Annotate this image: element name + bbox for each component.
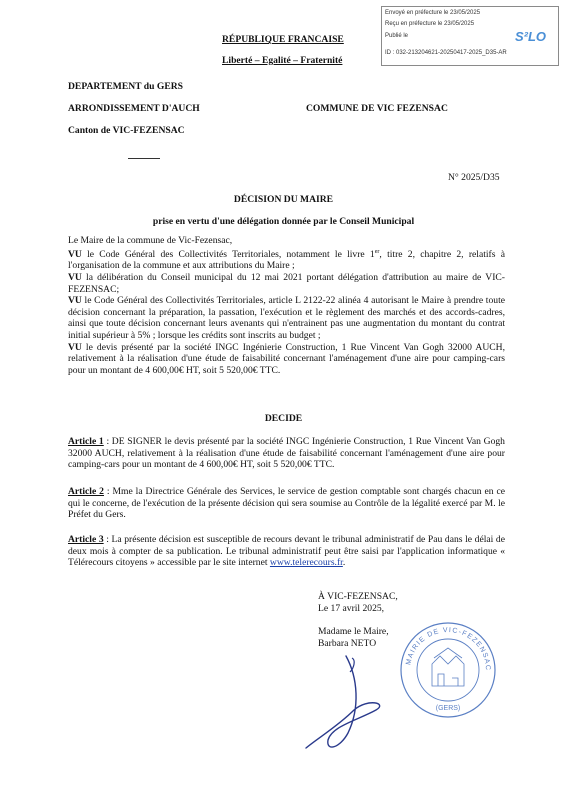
handwritten-signature	[298, 648, 408, 768]
arrondissement: ARRONDISSEMENT D'AUCH	[68, 103, 200, 114]
vu-paragraph: VU le Code Général des Collectivités Territoriales, article L 2122-22 alinéa 4 autorisant le Maire à prendre toute décision concernant la préparation, la passation, l'exécution et le règlement des marchés et des accords-cadres, ainsi que toute décision concernant leurs avenants qui n'entrainent pas une augmentation du montant du contrat initial supérieur à 5% ; lorsque les crédits sont inscrits au budget ;	[68, 295, 505, 341]
article-3: Article 3 : La présente décision est susceptible de recours devant le tribunal administratif de Pau dans le délai de deux mois à compter de sa publication. Le tribunal administratif peut être saisi par l'application informatique « Télérecours citoyens » accessible par le site internet www.telerecours.fr.	[68, 534, 505, 569]
divider	[128, 158, 160, 159]
preamble	[68, 235, 505, 376]
signature-date: Le 17 avril 2025,	[318, 602, 385, 614]
slo-logo: S²LO	[514, 29, 546, 44]
motto: Liberté – Egalité – Fraternité	[222, 55, 343, 66]
stamp-received: Reçu en préfecture le 23/05/2025	[385, 21, 475, 27]
stamp-sent: Envoyé en préfecture le 23/05/2025	[385, 10, 481, 16]
telerecours-link[interactable]: www.telerecours.fr	[269, 557, 343, 569]
prefecture-stamp	[381, 6, 559, 66]
republic-heading: RÉPUBLIQUE FRANCAISE	[222, 34, 344, 45]
article-1: Article 1 : DE SIGNER le devis présenté par la société INGC Ingénierie Construction, 1 Rue Vincent Van Gogh 32000 AUCH, relativement à la réalisation d'une étude de faisabilité concernant l'aménagement d'une aire pour camping-cars pour un montant de 4 600,00€ HT, soit 5 520,00€ TTC.	[68, 436, 505, 471]
vu-paragraph: VU le Code Général des Collectivités Territoriales, notamment le livre 1er, titre 2, chapitre 2, relatifs à l'organisation de la commune et aux attributions du Maire ;	[68, 248, 506, 272]
preamble-intro: Le Maire de la commune de Vic-Fezensac,	[68, 235, 233, 246]
seal-bottom-text: (GERS)	[435, 705, 461, 712]
signature-role: Madame le Maire,	[318, 626, 389, 638]
vu-paragraph: VU le devis présenté par la société INGC Ingénierie Construction, 1 Rue Vincent Van Gogh 32000 AUCH, relativement à la réalisation d'une étude de faisabilité concernant l'aménagement d'une aire pour camping-cars pour un montant de 4 600,00€ HT, soit 5 520,00€ TTC.	[68, 341, 505, 376]
signature-block	[318, 591, 398, 649]
decide-heading: DECIDE	[264, 413, 303, 424]
mairie-seal	[398, 620, 498, 720]
signature-name: Barbara NETO	[318, 637, 377, 649]
article-2: Article 2 : Mme la Directrice Générale des Services, le service de gestion comptable sont chargés chacun en ce qui le concerne, de l'exécution de la présente décision qui sera soumise au Contrôle de la légalité exercé par M. le Préfet du Gers.	[68, 486, 505, 521]
page-title: DÉCISION DU MAIRE	[233, 194, 334, 205]
vu-paragraph: VU la délibération du Conseil municipal du 12 mai 2021 portant délégation d'attribution au maire de VIC-FEZENSAC;	[68, 271, 505, 295]
stamp-published: Publié le	[385, 33, 409, 39]
canton: Canton de VIC-FEZENSAC	[68, 125, 185, 136]
page-subtitle: prise en vertu d'une délégation donnée par le Conseil Municipal	[152, 216, 415, 227]
signature-place: À VIC-FEZENSAC,	[318, 591, 398, 602]
stamp-id: ID : 032-213204621-20250417-2025_D35-AR	[385, 50, 507, 56]
seal-ring-text: MAIRIE DE VIC-FEZENSAC	[405, 626, 492, 672]
commune: COMMUNE DE VIC FEZENSAC	[306, 103, 448, 114]
department: DEPARTEMENT du GERS	[68, 81, 183, 92]
decision-number: N° 2025/D35	[448, 172, 500, 183]
